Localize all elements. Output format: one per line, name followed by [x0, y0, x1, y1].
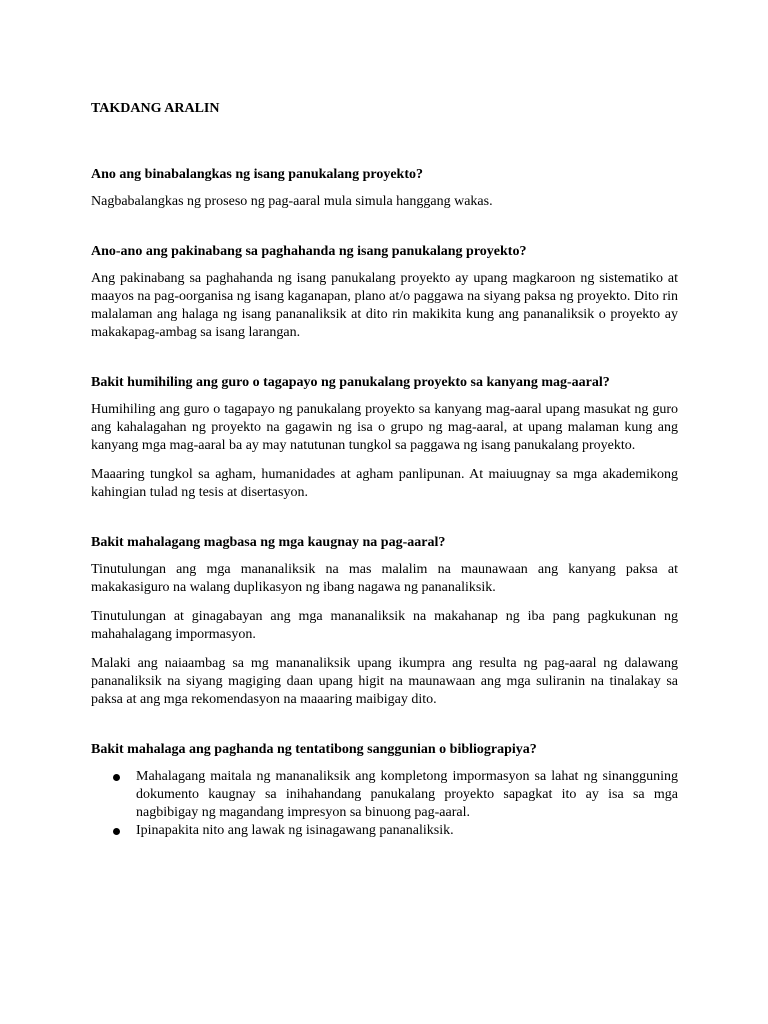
answer-paragraph: Tinutulungan ang mga mananaliksik na mas malalim na maunawaan ang kanyang paksa at makakasiguro na walang duplikasyon ng ibang nagawa ng pananaliksik. — [91, 562, 678, 595]
document-title: TAKDANG ARALIN — [91, 101, 220, 116]
answer-paragraph: Ang pakinabang sa paghahanda ng isang panukalang proyekto ay upang magkaroon ng sistematiko at maayos na pag-oorganisa ng isang kaganapan, plano at/o paggawa na siyang paksa ng proyekto. Dito rin malalaman ang halaga ng isang pananaliksik at dito rin makikita kung ang pananaliksik o proyekto ay makakapag-ambag sa isang larangan. — [91, 271, 678, 340]
answer-paragraph: Tinutulungan at ginagabayan ang mga mananaliksik na makahanap ng iba pang pagkukunan ng mahahalagang impormasyon. — [91, 609, 678, 642]
bullet-list — [91, 768, 678, 840]
bullet-icon — [113, 774, 120, 781]
section-3 — [91, 374, 678, 502]
bullet-text: Ipinapakita nito ang lawak ng isinagawang pananaliksik. — [136, 823, 454, 838]
answer-paragraph: Humihiling ang guro o tagapayo ng panukalang proyekto sa kanyang mag-aaral upang masukat ng guro ang kahalagahan ng proyekto na gagawin ng isa o grupo ng mag-aaral, at upang malaman kung ang kanyang mga mag-aaral ba ay may natutunan tungkol sa paggawa ng isang panukalang proyekto. — [91, 402, 678, 453]
bullet-text: Mahalagang maitala ng mananaliksik ang kompletong impormasyon sa lahat ng sinangguning dokumento kaugnay sa inihahandang panukalang proyekto sapagkat ito ay isa sa mga nagbibigay ng magandang impresyon sa binuong pag-aaral. — [136, 769, 678, 820]
section-2 — [91, 243, 678, 342]
bullet-item — [91, 768, 678, 822]
question-heading: Bakit humihiling ang guro o tagapayo ng panukalang proyekto sa kanyang mag-aaral? — [91, 375, 610, 390]
bullet-item — [91, 822, 678, 840]
question-heading: Bakit mahalagang magbasa ng mga kaugnay na pag-aaral? — [91, 535, 446, 550]
question-heading: Ano-ano ang pakinabang sa paghahanda ng isang panukalang proyekto? — [91, 244, 527, 259]
section-4 — [91, 534, 678, 709]
answer-paragraph: Malaki ang naiaambag sa mg mananaliksik upang ikumpra ang resulta ng pag-aaral ng dalawang pananaliksik na siyang magiging daan upang higit na maunawaan ang mga suliranin na tinalakay sa paksa at ang mga rekomendasyon na maaaring maibigay dito. — [91, 656, 678, 707]
bullet-icon — [113, 828, 120, 835]
answer-paragraph: Maaaring tungkol sa agham, humanidades at agham panlipunan. At maiuugnay sa mga akademikong kahingian tulad ng tesis at disertasyon. — [91, 467, 678, 500]
answer-paragraph: Nagbabalangkas ng proseso ng pag-aaral mula simula hanggang wakas. — [91, 194, 493, 209]
section-5 — [91, 741, 678, 840]
document-page — [91, 100, 678, 872]
section-1 — [91, 166, 678, 211]
question-heading: Ano ang binabalangkas ng isang panukalang proyekto? — [91, 167, 423, 182]
question-heading: Bakit mahalaga ang paghanda ng tentatibong sanggunian o bibliograpiya? — [91, 742, 537, 757]
